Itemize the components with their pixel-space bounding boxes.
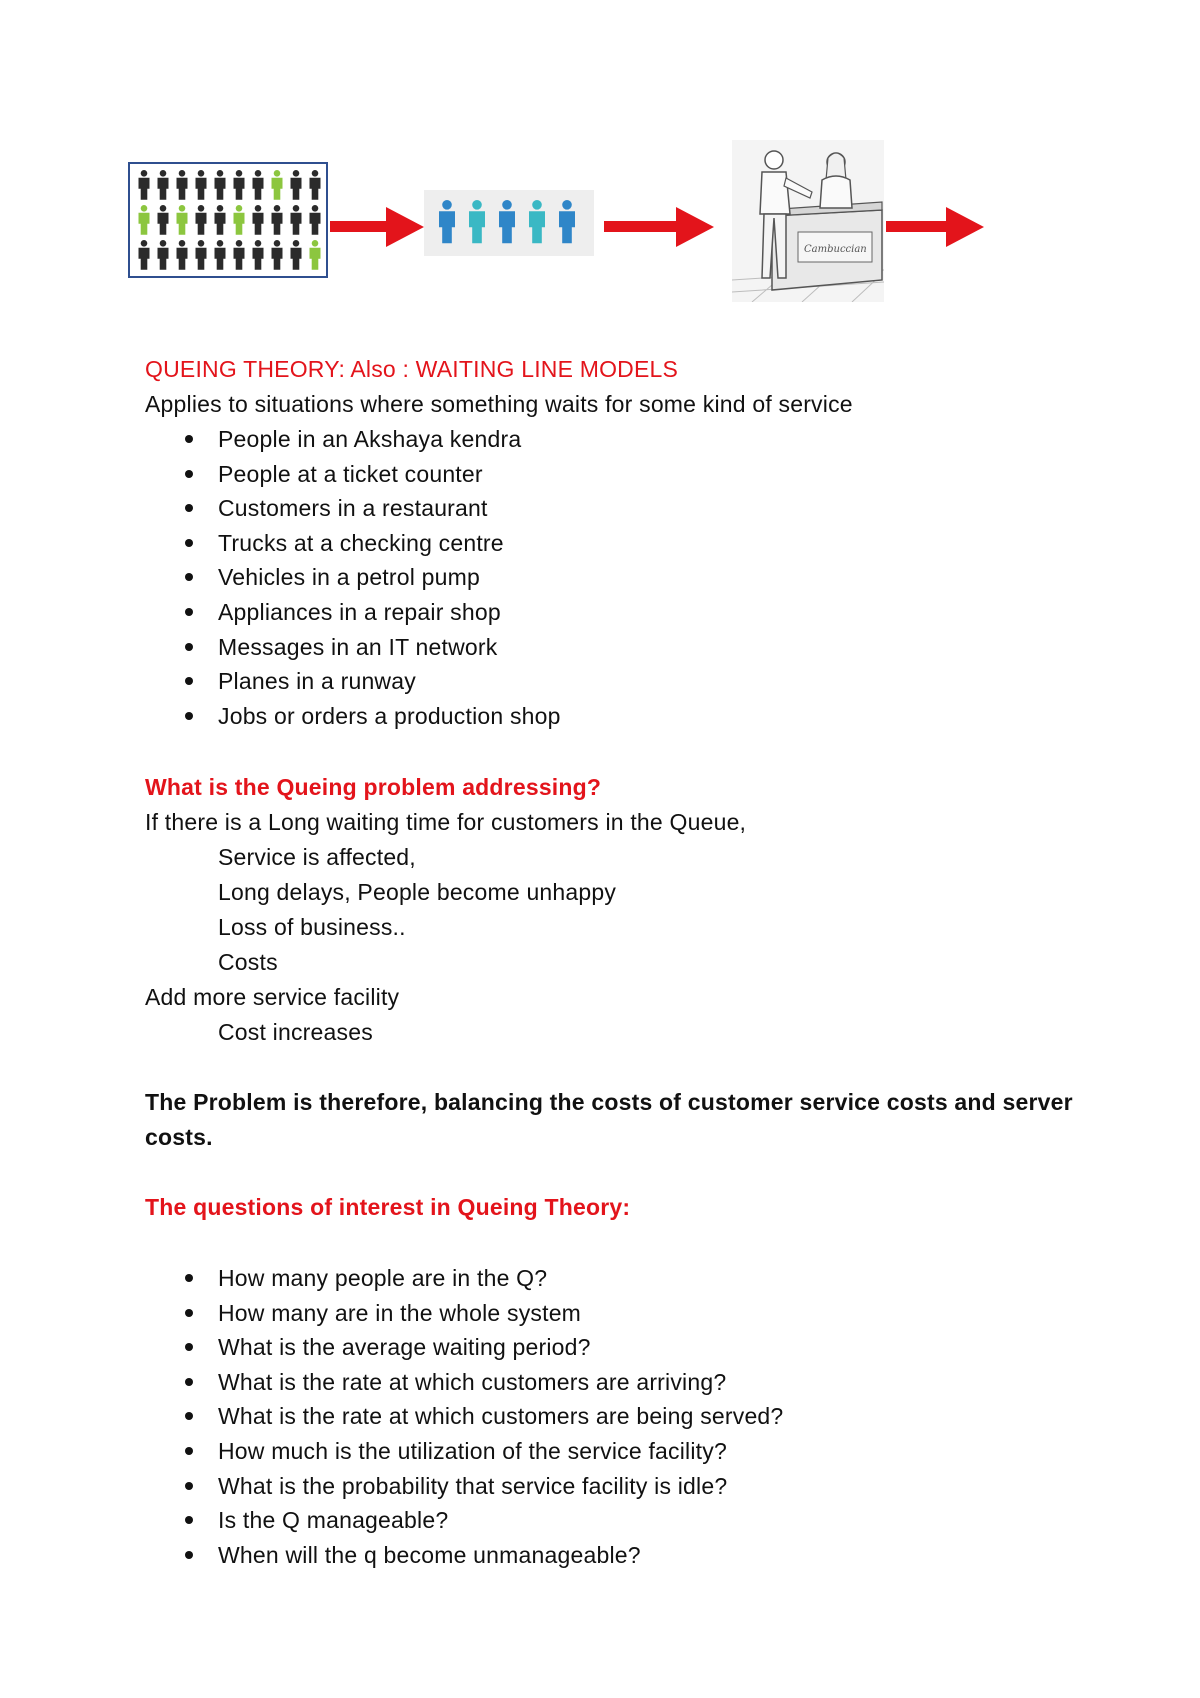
list-item: Appliances in a repair shop xyxy=(145,595,561,630)
crowd-person-icon xyxy=(196,170,207,200)
queue-person-icon xyxy=(529,200,545,243)
crowd-person-icon xyxy=(291,240,302,270)
list-item: People at a ticket counter xyxy=(145,457,561,492)
crowd-person-icon xyxy=(234,170,245,200)
section-heading-questions: The questions of interest in Queing Theory: xyxy=(145,1194,631,1220)
questions-list xyxy=(145,1261,783,1572)
text-line: Long delays, People become unhappy xyxy=(218,879,617,905)
crowd-person-icon xyxy=(158,205,169,235)
crowd-person-icon xyxy=(158,170,169,200)
crowd-person-icon xyxy=(177,170,188,200)
queue-person-icon xyxy=(469,200,485,243)
crowd-person-icon xyxy=(253,170,264,200)
crowd-person-icon xyxy=(215,170,226,200)
crowd-person-icon xyxy=(291,205,302,235)
crowd-person-icon xyxy=(272,170,283,200)
crowd-person-icon xyxy=(253,205,264,235)
crowd-person-icon xyxy=(215,205,226,235)
crowd-person-icon xyxy=(158,240,169,270)
text-line: Cost increases xyxy=(218,1019,373,1045)
list-item: When will the q become unmanageable? xyxy=(145,1538,783,1573)
section-intro: Applies to situations where something waits for some kind of service xyxy=(145,391,853,417)
service-counter-illustration xyxy=(732,140,884,302)
crowd-person-icon xyxy=(291,170,302,200)
crowd-person-icon xyxy=(215,240,226,270)
crowd-person-icon xyxy=(196,205,207,235)
right-arrow-icon xyxy=(886,205,986,249)
crowd-person-icon xyxy=(177,240,188,270)
list-item: Customers in a restaurant xyxy=(145,491,561,526)
crowd-person-icon xyxy=(139,205,150,235)
list-item: How many are in the whole system xyxy=(145,1296,783,1331)
counter-sign: Cambuccian xyxy=(804,244,867,255)
crowd-person-icon xyxy=(234,205,245,235)
crowd-person-icon xyxy=(272,240,283,270)
crowd-person-icon xyxy=(310,205,321,235)
list-item: How much is the utilization of the service facility? xyxy=(145,1434,783,1469)
crowd-person-icon xyxy=(196,240,207,270)
crowd-person-icon xyxy=(310,170,321,200)
crowd-person-icon xyxy=(139,240,150,270)
crowd-person-icon xyxy=(234,240,245,270)
queue-person-icon xyxy=(559,200,575,243)
list-item: Messages in an IT network xyxy=(145,630,561,665)
text-line: If there is a Long waiting time for customers in the Queue, xyxy=(145,809,747,835)
list-item: Is the Q manageable? xyxy=(145,1503,783,1538)
list-item: People in an Akshaya kendra xyxy=(145,422,561,457)
list-item: Vehicles in a petrol pump xyxy=(145,560,561,595)
list-item: Trucks at a checking centre xyxy=(145,526,561,561)
crowd-person-icon xyxy=(310,240,321,270)
list-item: What is the probability that service facility is idle? xyxy=(145,1469,783,1504)
section-heading-problem: What is the Queing problem addressing? xyxy=(145,774,602,800)
list-item: What is the average waiting period? xyxy=(145,1330,783,1365)
list-item: Jobs or orders a production shop xyxy=(145,699,561,734)
list-item: Planes in a runway xyxy=(145,664,561,699)
crowd-of-people-icon xyxy=(128,162,328,278)
crowd-person-icon xyxy=(139,170,150,200)
text-line: Add more service facility xyxy=(145,984,400,1010)
list-item: How many people are in the Q? xyxy=(145,1261,783,1296)
examples-list xyxy=(145,422,561,733)
section-heading-queing-theory: QUEING THEORY: Also : WAITING LINE MODELS xyxy=(145,356,679,382)
conclusion-paragraph: The Problem is therefore, balancing the costs of customer service costs and server costs. xyxy=(145,1089,1073,1150)
list-item: What is the rate at which customers are being served? xyxy=(145,1399,783,1434)
text-line: Service is affected, xyxy=(218,844,416,870)
right-arrow-icon xyxy=(604,205,716,249)
text-line: Costs xyxy=(218,949,278,975)
text-line: Loss of business.. xyxy=(218,914,406,940)
queue-of-people-icon xyxy=(424,190,594,256)
crowd-person-icon xyxy=(253,240,264,270)
queue-person-icon xyxy=(499,200,515,243)
crowd-person-icon xyxy=(272,205,283,235)
queue-person-icon xyxy=(439,200,455,243)
crowd-person-icon xyxy=(177,205,188,235)
right-arrow-icon xyxy=(330,205,426,249)
list-item: What is the rate at which customers are arriving? xyxy=(145,1365,783,1400)
